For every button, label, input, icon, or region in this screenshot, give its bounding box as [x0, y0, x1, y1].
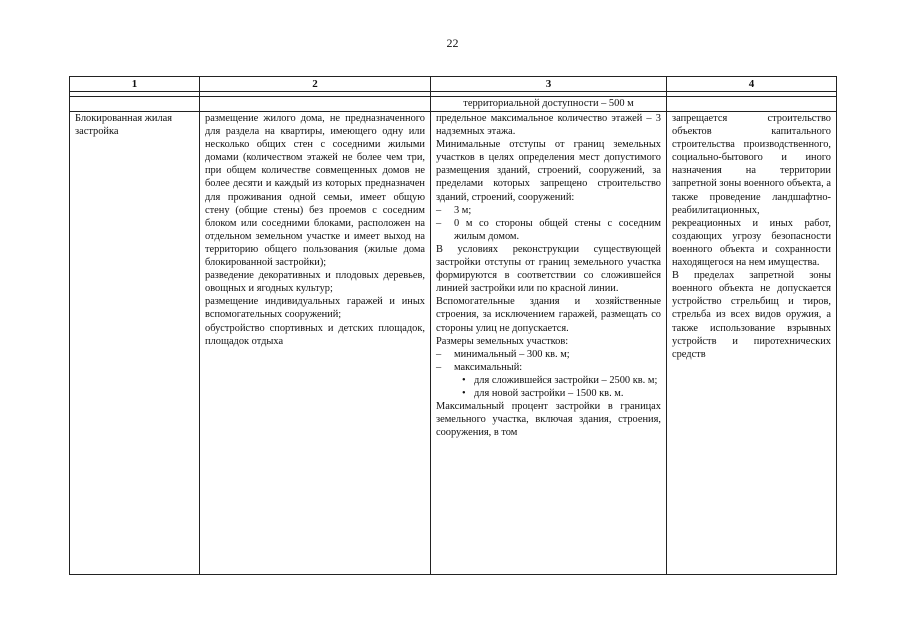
regulations-table [69, 76, 837, 575]
bullet-item: • для сложившейся застройки – 2500 кв. м; [462, 374, 658, 386]
dash-item: – 3 м; [436, 204, 472, 216]
restrictions-cell [667, 112, 837, 575]
param-paragraph: предельное максимальное количество этажей – 3 надземных этажа. [436, 113, 661, 138]
use-paragraph: размещение индивидуальных гаражей и иных вспомогательных сооружений; [205, 296, 425, 321]
dash-marker: – [436, 361, 442, 373]
continuation-text: территориальной доступности – 500 м [431, 97, 667, 112]
dash-item: – минимальный – 300 кв. м; [436, 348, 570, 360]
dash-marker: – [436, 204, 442, 216]
header-col-3: 3 [431, 77, 667, 92]
dash-marker: – [436, 348, 442, 360]
continuation-row [70, 97, 837, 112]
dash-item: – 0 м со стороны общей стены с соседним жилым домом. [436, 217, 661, 242]
bullet-marker: • [462, 387, 466, 399]
bullet-marker: • [462, 374, 466, 386]
parameters-cell [431, 112, 667, 575]
use-paragraph: обустройство спортивных и детских площадок, площадок отдыха [205, 322, 425, 347]
restriction-paragraph: рекреационных и иных работ, создающих угрозу безопасности военного объекта и сохранности находящегося на нем имущества. [672, 217, 831, 269]
header-col-2: 2 [200, 77, 431, 92]
restriction-paragraph: В пределах запретной зоны военного объекта не допускается устройство стрельбищ и тиров, стрельба из всех видов оружия, а также использование взрывных устройств и пиротехнических средств [672, 270, 831, 360]
permitted-uses-cell [200, 112, 431, 575]
use-paragraph: разведение декоративных и плодовых деревьев, овощных и ягодных культур; [205, 270, 425, 295]
header-row [70, 77, 837, 92]
param-paragraph: Вспомогательные здания и хозяйственные строения, за исключением гаражей, размещать со стороны улиц не допускается. [436, 296, 661, 334]
param-paragraph: Минимальные отступы от границ земельных участков в целях определения мест допустимого размещения зданий, строений, сооружений, за пределами которых запрещено строительство зданий, строений, сооружений: [436, 139, 661, 203]
bullet-item: • для новой застройки – 1500 кв. м. [462, 387, 624, 399]
header-col-4: 4 [667, 77, 837, 92]
land-use-type: Блокированная жилая застройка [70, 112, 200, 575]
page-number: 22 [446, 36, 459, 50]
table-row [70, 112, 837, 575]
dash-marker: – [436, 217, 442, 229]
dash-item: – максимальный: [436, 361, 523, 373]
header-col-1: 1 [70, 77, 200, 92]
restriction-paragraph: запрещается строительство объектов капитального строительства производственного, социально-бытового и иного назначения на территории запретной зоны военного объекта, а также проведение ландшафтно-реабилитационных, [672, 113, 831, 216]
param-paragraph: В условиях реконструкции существующей застройки отступы от границ земельного участка формируются в соответствии со сложившейся линией застройки или по красной линии. [436, 243, 661, 295]
param-paragraph: Максимальный процент застройки в границах земельного участка, включая здания, строения, сооружения, в том [436, 401, 661, 439]
param-paragraph: Размеры земельных участков: [436, 335, 569, 347]
use-paragraph: размещение жилого дома, не предназначенного для раздела на квартиры, имеющего одну или несколько общих стен с соседними жилыми домами (количеством этажей не более чем три, при общем количестве совмещенных домов не более десяти и каждый из которых предназначен для проживания одной семьи, имеет общую стену (общие стены) без проемов с соседним блоком или соседними блоками, расположен на отдельном земельном участке и имеет выход на территорию общего пользования (жилые дома блокированной застройки); [205, 113, 425, 269]
